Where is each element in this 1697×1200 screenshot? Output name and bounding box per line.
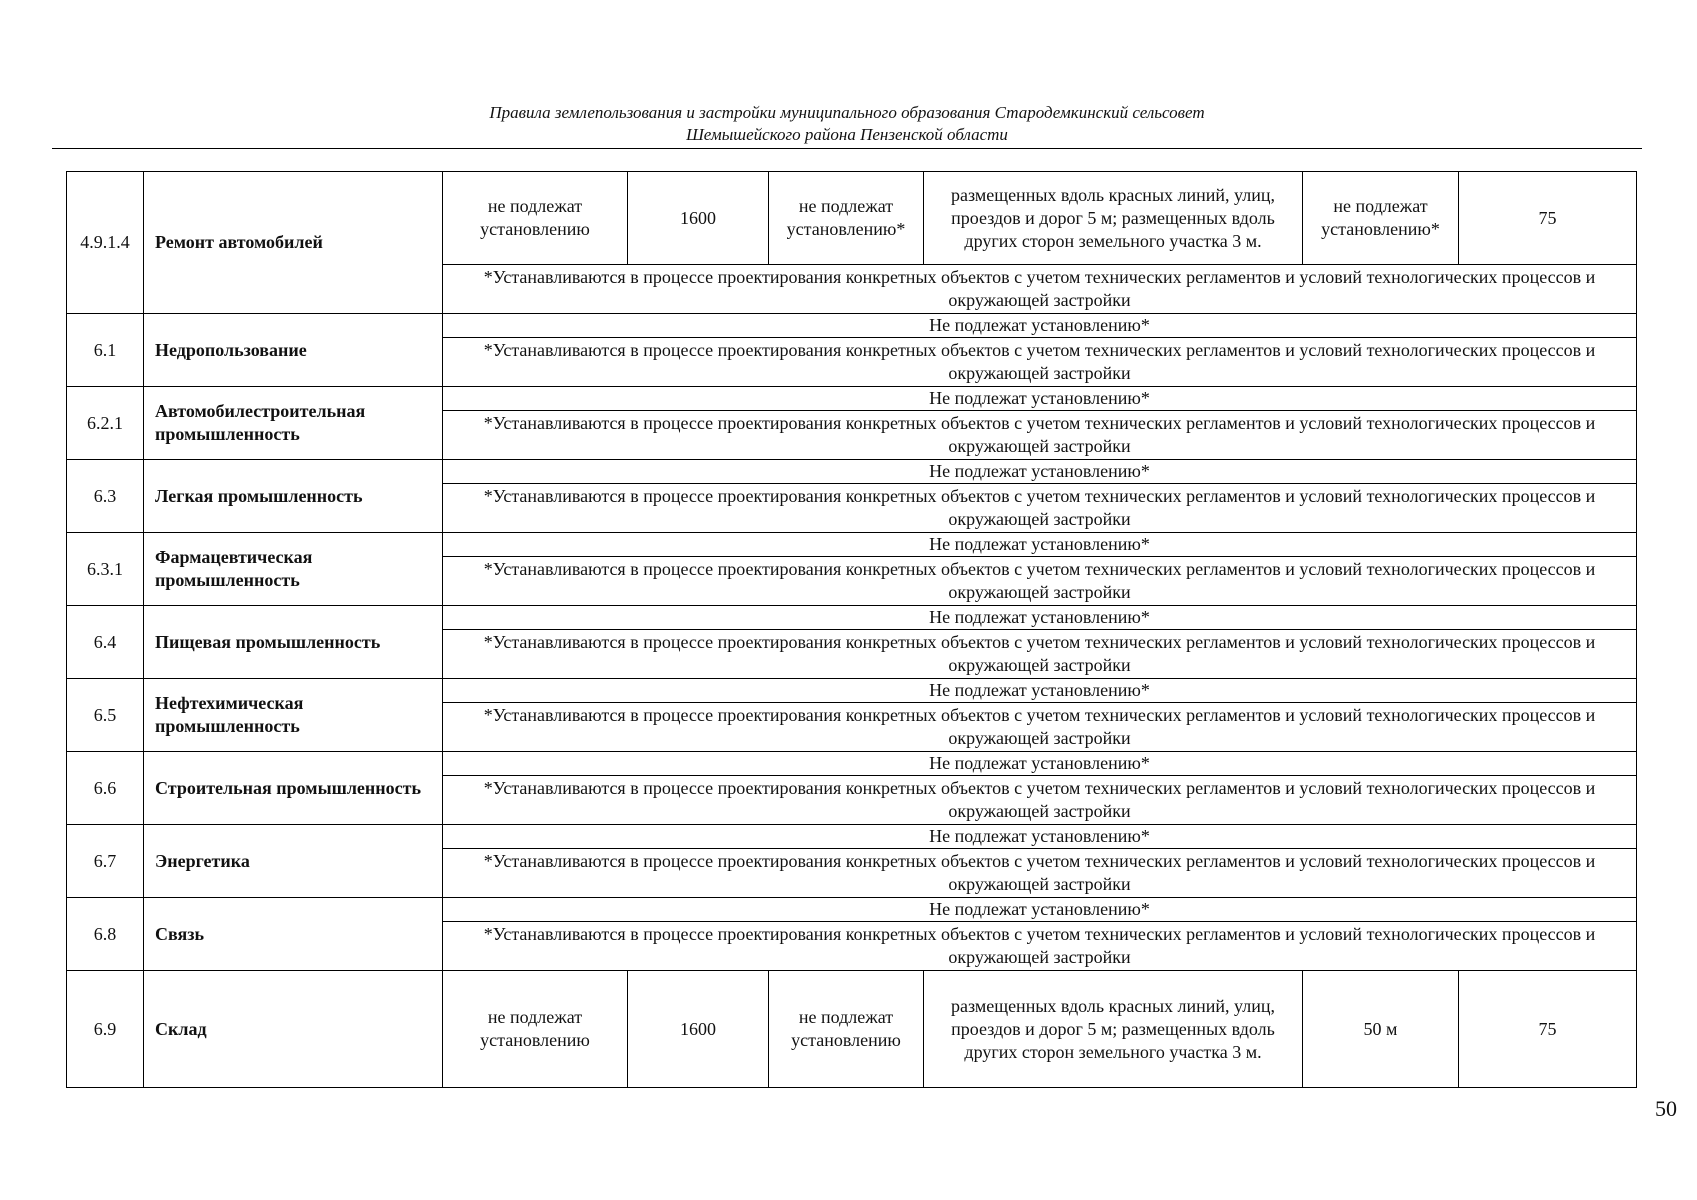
cell-floors: не подлежат установлению*: [769, 172, 924, 265]
row-name: Строительная промышленность: [144, 752, 443, 825]
row-name: Нефтехимическая промышленность: [144, 679, 443, 752]
note-cell: *Устанавливаются в процессе проектирования конкретных объектов с учетом технических регламентов и условий технологических процессов и окружающей застройки: [443, 557, 1637, 606]
cell-max-area: 1600: [628, 971, 769, 1088]
land-use-table: [66, 171, 1637, 1088]
not-set-cell: Не подлежат установлению*: [443, 825, 1637, 849]
row-name: Недропользование: [144, 314, 443, 387]
table-row: [67, 460, 1637, 484]
cell-height: 50 м: [1303, 971, 1459, 1088]
note-cell: *Устанавливаются в процессе проектирования конкретных объектов с учетом технических регламентов и условий технологических процессов и окружающей застройки: [443, 265, 1637, 314]
not-set-cell: Не подлежат установлению*: [443, 752, 1637, 776]
row-code: 6.1: [67, 314, 144, 387]
table-row: [67, 752, 1637, 776]
cell-coverage: 75: [1459, 172, 1637, 265]
cell-floors: не подлежат установлению: [769, 971, 924, 1088]
note-cell: *Устанавливаются в процессе проектирования конкретных объектов с учетом технических регламентов и условий технологических процессов и окружающей застройки: [443, 922, 1637, 971]
not-set-cell: Не подлежат установлению*: [443, 898, 1637, 922]
table-row: [67, 971, 1637, 1088]
row-code: 6.9: [67, 971, 144, 1088]
page-number: 50: [1655, 1096, 1677, 1121]
not-set-cell: Не подлежат установлению*: [443, 460, 1637, 484]
not-set-cell: Не подлежат установлению*: [443, 314, 1637, 338]
table-row: [67, 606, 1637, 630]
row-name: Ремонт автомобилей: [144, 172, 443, 314]
note-cell: *Устанавливаются в процессе проектирования конкретных объектов с учетом технических регламентов и условий технологических процессов и окружающей застройки: [443, 338, 1637, 387]
row-name: Пищевая промышленность: [144, 606, 443, 679]
cell-setbacks: размещенных вдоль красных линий, улиц, проездов и дорог 5 м; размещенных вдоль других сторон земельного участка 3 м.: [924, 971, 1303, 1088]
document-header: [52, 102, 1642, 146]
header-line-1: Правила землепользования и застройки муниципального образования Стародемкинский сельсовет: [489, 103, 1205, 122]
cell-min-area: не подлежат установлению: [443, 971, 628, 1088]
note-cell: *Устанавливаются в процессе проектирования конкретных объектов с учетом технических регламентов и условий технологических процессов и окружающей застройки: [443, 630, 1637, 679]
row-name: Легкая промышленность: [144, 460, 443, 533]
cell-height: не подлежат установлению*: [1303, 172, 1459, 265]
not-set-cell: Не подлежат установлению*: [443, 533, 1637, 557]
note-cell: *Устанавливаются в процессе проектирования конкретных объектов с учетом технических регламентов и условий технологических процессов и окружающей застройки: [443, 484, 1637, 533]
table-row: [67, 533, 1637, 557]
row-code: 6.5: [67, 679, 144, 752]
header-divider: [52, 148, 1642, 149]
cell-setbacks: размещенных вдоль красных линий, улиц, проездов и дорог 5 м; размещенных вдоль других сторон земельного участка 3 м.: [924, 172, 1303, 265]
row-code: 6.3.1: [67, 533, 144, 606]
row-code: 6.4: [67, 606, 144, 679]
table-row: [67, 172, 1637, 265]
note-cell: *Устанавливаются в процессе проектирования конкретных объектов с учетом технических регламентов и условий технологических процессов и окружающей застройки: [443, 776, 1637, 825]
row-code: 6.7: [67, 825, 144, 898]
table-row: [67, 387, 1637, 411]
table-row: [67, 679, 1637, 703]
cell-min-area: не подлежат установлению: [443, 172, 628, 265]
not-set-cell: Не подлежат установлению*: [443, 679, 1637, 703]
row-name: Склад: [144, 971, 443, 1088]
header-line-2: Шемышейского района Пензенской области: [686, 125, 1008, 144]
row-name: Автомобилестроительная промышленность: [144, 387, 443, 460]
row-code: 6.3: [67, 460, 144, 533]
not-set-cell: Не подлежат установлению*: [443, 606, 1637, 630]
row-code: 6.8: [67, 898, 144, 971]
cell-max-area: 1600: [628, 172, 769, 265]
row-name: Фармацевтическая промышленность: [144, 533, 443, 606]
note-cell: *Устанавливаются в процессе проектирования конкретных объектов с учетом технических регламентов и условий технологических процессов и окружающей застройки: [443, 849, 1637, 898]
row-name: Связь: [144, 898, 443, 971]
row-code: 4.9.1.4: [67, 172, 144, 314]
table-row: [67, 898, 1637, 922]
table-row: [67, 825, 1637, 849]
note-cell: *Устанавливаются в процессе проектирования конкретных объектов с учетом технических регламентов и условий технологических процессов и окружающей застройки: [443, 703, 1637, 752]
not-set-cell: Не подлежат установлению*: [443, 387, 1637, 411]
row-code: 6.2.1: [67, 387, 144, 460]
row-name: Энергетика: [144, 825, 443, 898]
cell-coverage: 75: [1459, 971, 1637, 1088]
note-cell: *Устанавливаются в процессе проектирования конкретных объектов с учетом технических регламентов и условий технологических процессов и окружающей застройки: [443, 411, 1637, 460]
table-row: [67, 314, 1637, 338]
row-code: 6.6: [67, 752, 144, 825]
